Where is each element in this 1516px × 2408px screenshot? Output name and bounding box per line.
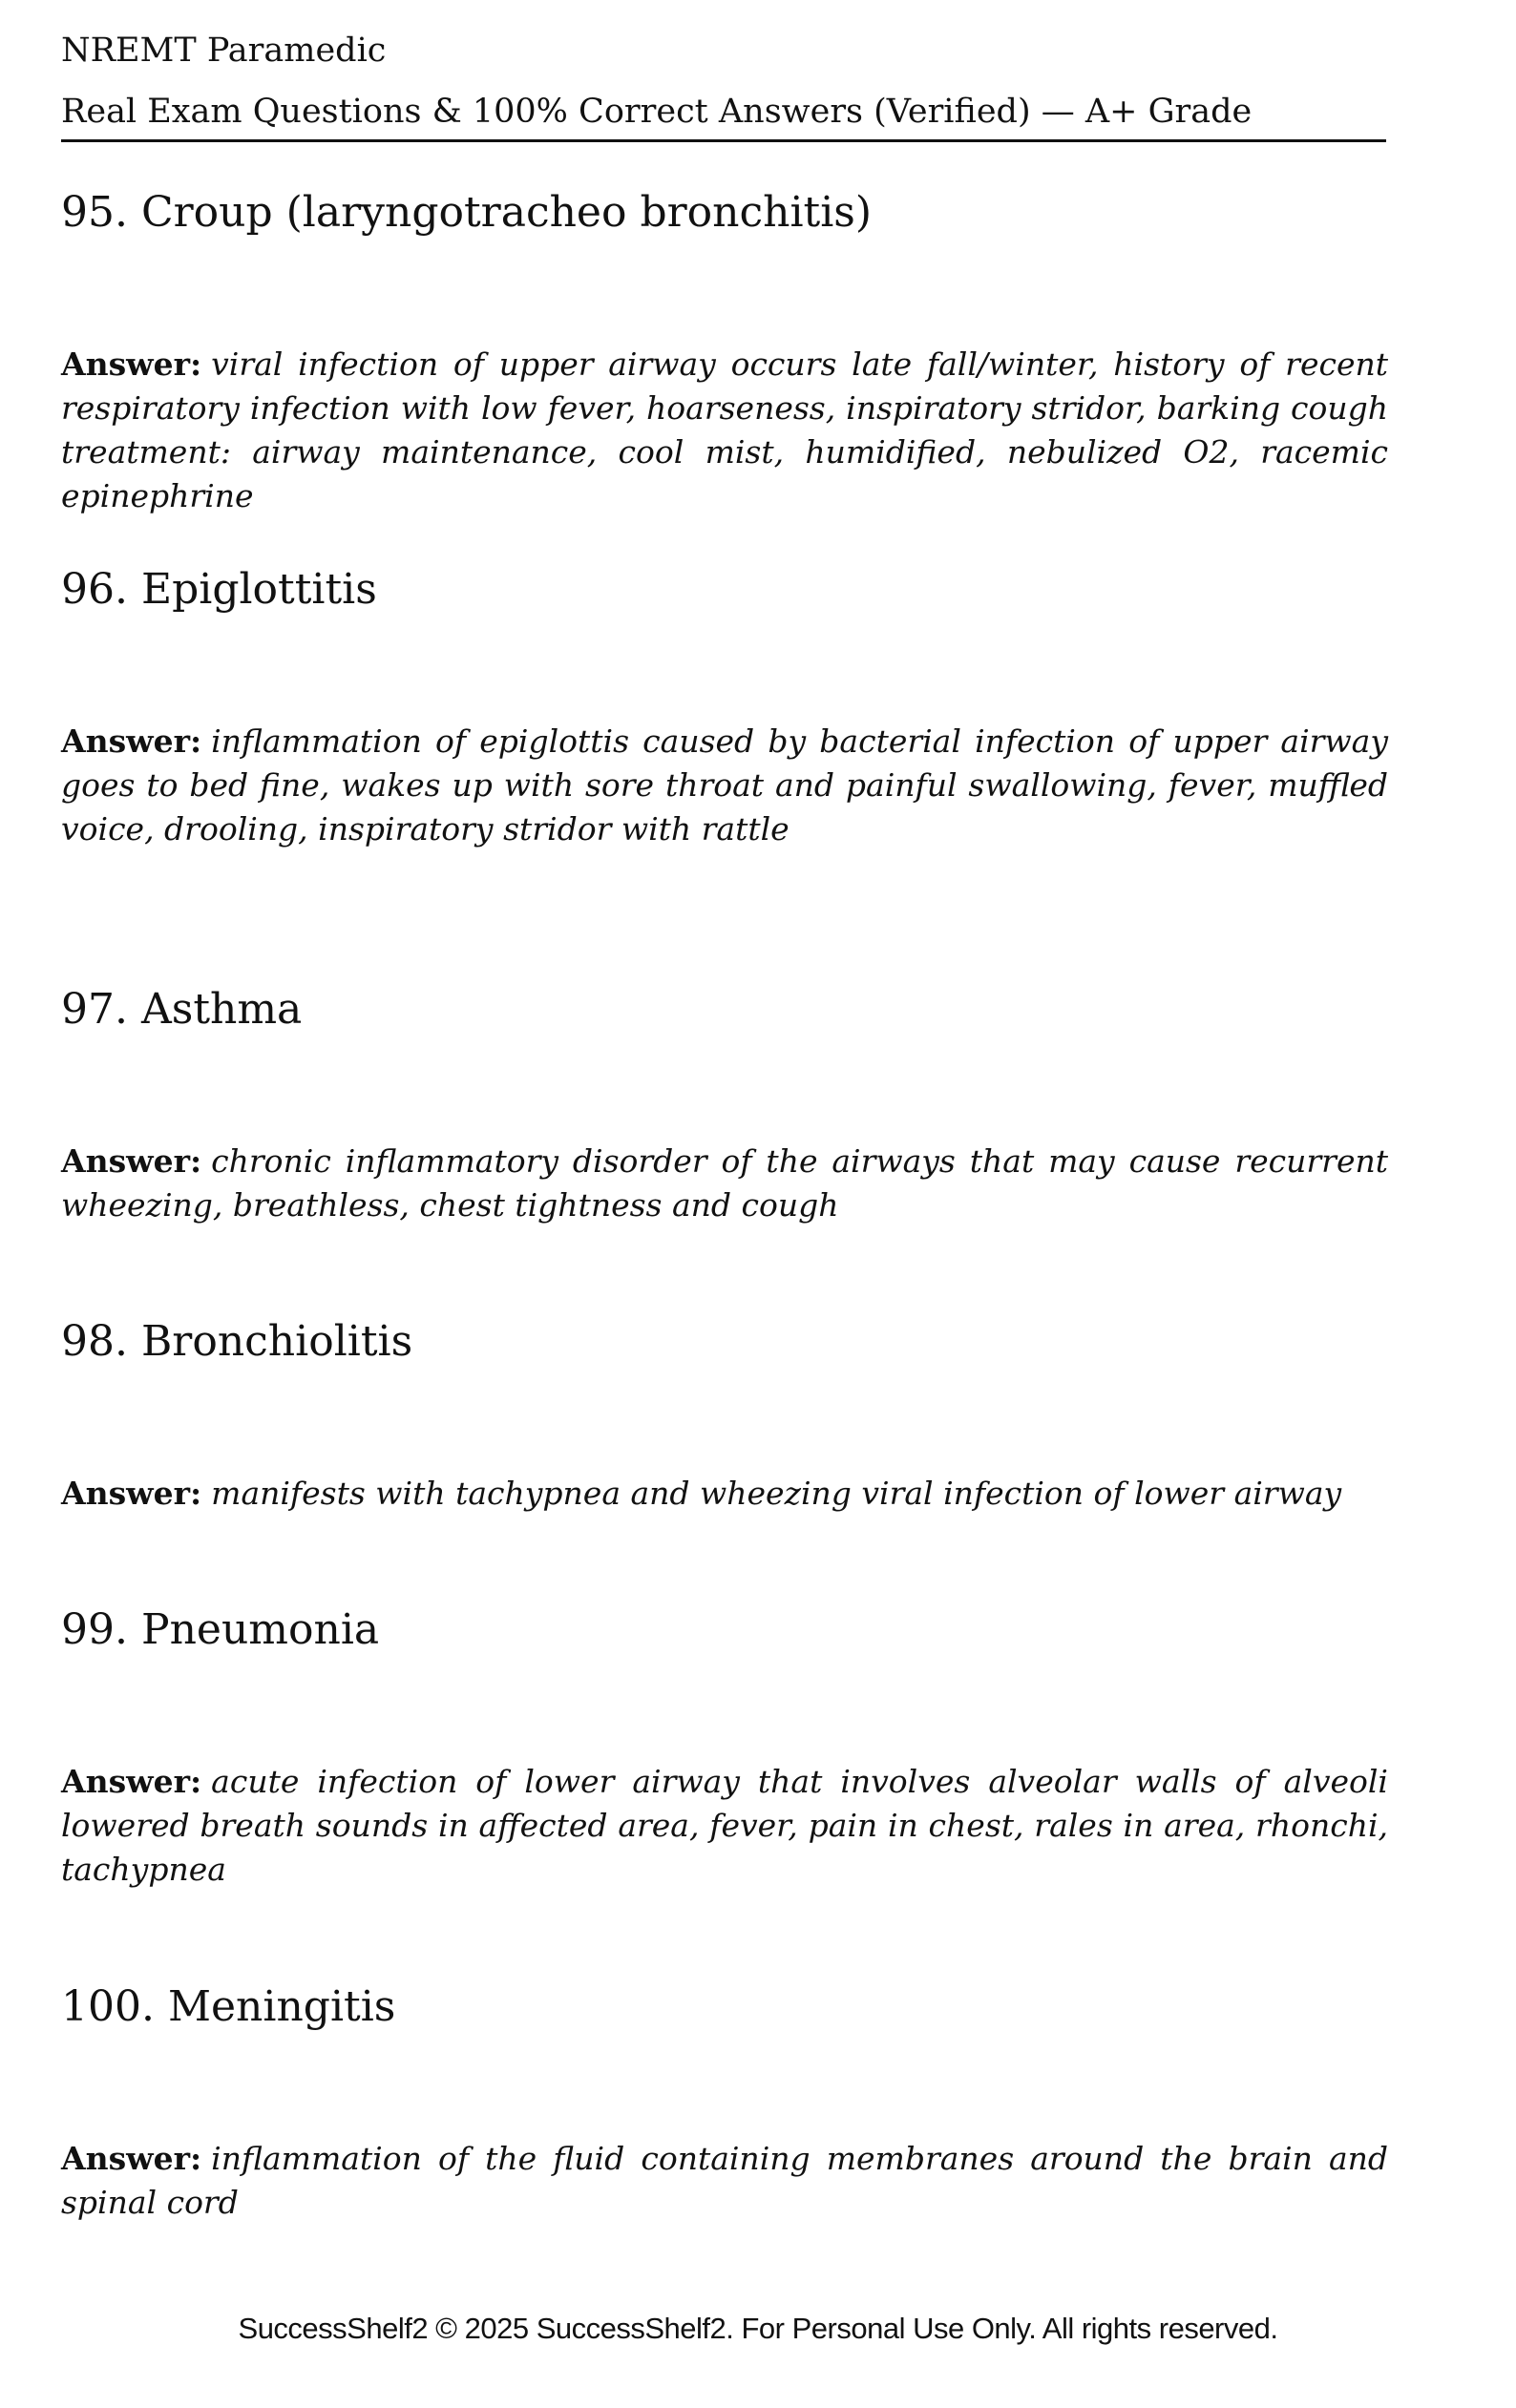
answer-text: chronic inflammatory disorder of the airways that may cause recurrent wheezing, breathless, chest tightness and cough (61, 1142, 1388, 1224)
answer-text: viral infection of upper airway occurs late fall/winter, history of recent respiratory infection with low fever, hoarseness, inspiratory stridor, barking cough treatment: airway maintenance, cool mist, humidified, nebulized O2, racemic epinephrine (61, 345, 1388, 514)
question-heading: 99. Pneumonia (61, 1605, 380, 1654)
qa-item-99 (61, 1603, 1388, 1892)
answer-label: Answer: (61, 345, 202, 383)
question-heading: 98. Bronchiolitis (61, 1317, 413, 1366)
qa-item-100 (61, 1980, 1388, 2225)
question-heading: 97. Asthma (61, 985, 303, 1034)
answer-label: Answer: (61, 1142, 202, 1180)
question-heading: 96. Epiglottitis (61, 565, 377, 614)
document-title: NREMT Paramedic (61, 31, 387, 70)
answer-label: Answer: (61, 1475, 202, 1512)
answer-text: inflammation of epiglottis caused by bacterial infection of upper airway goes to bed fine, wakes up with sore throat and painful swallowing, fever, muffled voice, drooling, inspiratory stridor with rattle (61, 722, 1388, 848)
answer-label: Answer: (61, 722, 202, 760)
qa-item-98 (61, 1315, 1388, 1516)
answer-paragraph (61, 2137, 1388, 2225)
qa-item-95 (61, 186, 1388, 518)
page-footer: SuccessShelf2 © 2025 SuccessShelf2. For Personal Use Only. All rights reserved. (238, 2312, 1278, 2345)
page-header (61, 29, 1386, 142)
answer-text: acute infection of lower airway that involves alveolar walls of alveoli lowered breath sounds in affected area, fever, pain in chest, rales in area, rhonchi, tachypnea (61, 1763, 1388, 1888)
answer-paragraph (61, 343, 1388, 518)
answer-paragraph (61, 1140, 1388, 1227)
qa-item-96 (61, 563, 1388, 851)
document-subtitle: Real Exam Questions & 100% Correct Answers (Verified) — A+ Grade (61, 90, 1386, 142)
answer-paragraph (61, 1760, 1388, 1892)
qa-item-97 (61, 983, 1388, 1227)
answer-label: Answer: (61, 2140, 202, 2177)
question-heading: 100. Meningitis (61, 1982, 396, 2031)
answer-text: manifests with tachypnea and wheezing viral infection of lower airway (211, 1475, 1342, 1512)
answer-paragraph (61, 720, 1388, 851)
answer-text: inflammation of the fluid containing membranes around the brain and spinal cord (61, 2140, 1388, 2221)
answer-paragraph (61, 1472, 1388, 1516)
answer-label: Answer: (61, 1763, 202, 1800)
question-heading: 95. Croup (laryngotracheo bronchitis) (61, 188, 873, 237)
